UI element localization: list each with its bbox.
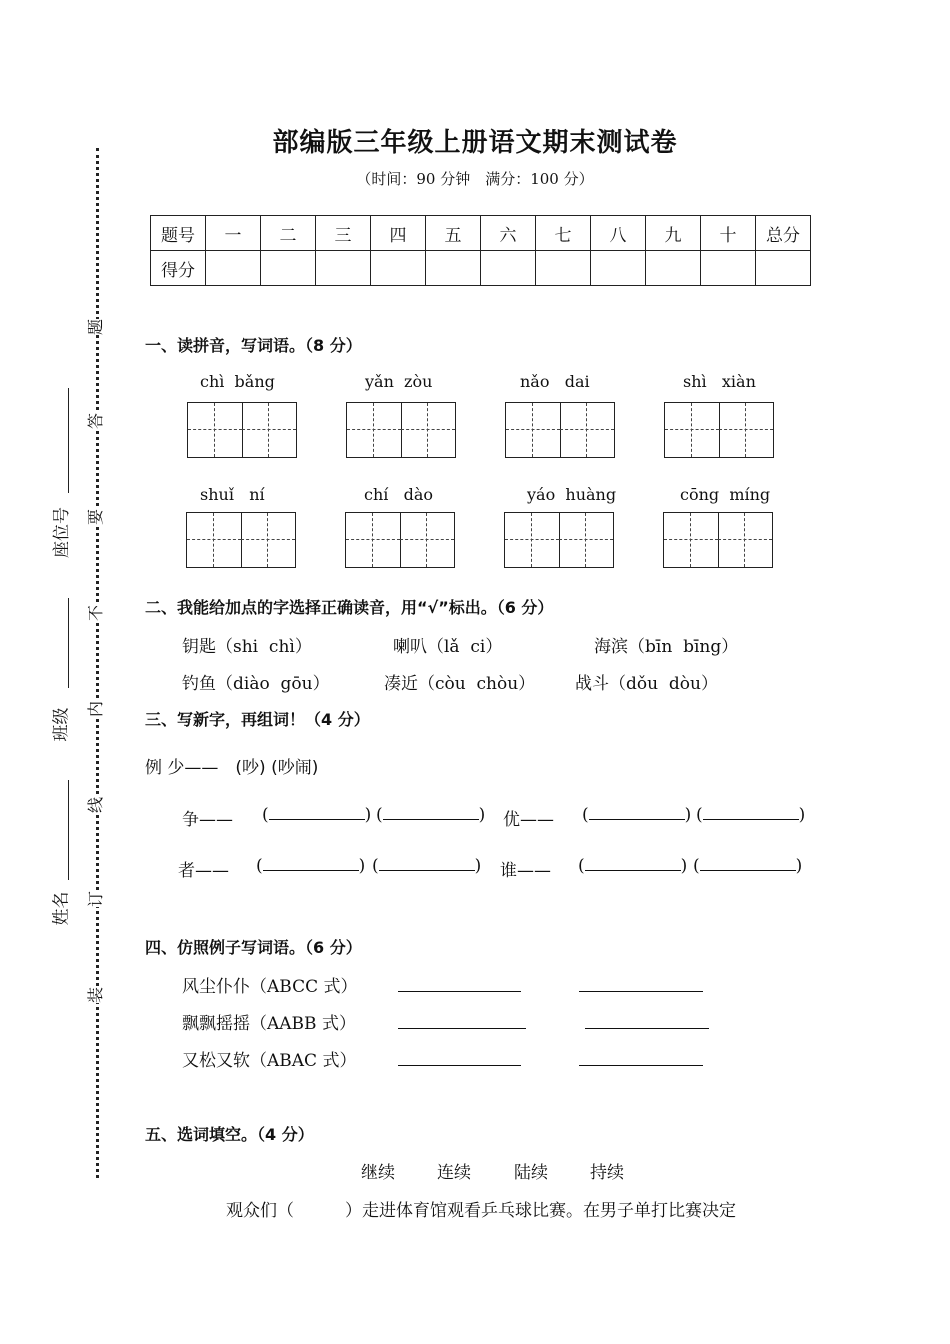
section-1-heading: 一、读拼音，写词语。（8 分） bbox=[145, 336, 362, 355]
paren-blank[interactable]: ( ) bbox=[696, 805, 806, 825]
score-table-header-row bbox=[151, 216, 811, 251]
paren-blank[interactable]: ( ) bbox=[256, 856, 366, 876]
binding-char: 题 bbox=[86, 318, 106, 336]
score-cell: 四 bbox=[371, 216, 426, 251]
score-input-cell[interactable] bbox=[646, 251, 701, 286]
word-choice: 陆续 bbox=[514, 1163, 548, 1183]
writing-grid[interactable] bbox=[187, 402, 297, 458]
paren-blank[interactable]: ( ) bbox=[262, 805, 372, 825]
class-line bbox=[68, 598, 69, 688]
new-char-label: 争—— bbox=[182, 810, 233, 830]
score-cell: 一 bbox=[206, 216, 261, 251]
binding-dotted-line bbox=[96, 148, 99, 1178]
answer-blank[interactable] bbox=[585, 1027, 709, 1029]
fill-sentence[interactable]: 观众们（ ）走进体育馆观看乒乓球比赛。在男子单打比赛决定 bbox=[226, 1201, 736, 1221]
word-choice: 继续 bbox=[361, 1163, 395, 1183]
binding-char: 不 bbox=[86, 604, 106, 622]
name-line bbox=[68, 780, 69, 880]
word-choice: 持续 bbox=[590, 1163, 624, 1183]
answer-blank[interactable] bbox=[398, 990, 521, 992]
score-input-cell[interactable] bbox=[756, 251, 811, 286]
writing-grid[interactable] bbox=[346, 402, 456, 458]
score-input-cell[interactable] bbox=[701, 251, 756, 286]
answer-blank[interactable] bbox=[398, 1064, 521, 1066]
pronunciation-item[interactable]: 喇叭（lǎ ci） bbox=[393, 637, 503, 657]
score-cell: 总分 bbox=[756, 216, 811, 251]
binding-char: 线 bbox=[86, 796, 106, 814]
writing-grid[interactable] bbox=[186, 512, 296, 568]
writing-grid[interactable] bbox=[345, 512, 455, 568]
pronunciation-item[interactable]: 钥匙（shi chì） bbox=[182, 637, 312, 657]
pinyin-label: chì bǎng bbox=[200, 372, 275, 391]
new-char-label: 谁—— bbox=[500, 861, 551, 881]
pronunciation-item[interactable]: 海滨（bīn bīng） bbox=[594, 637, 739, 657]
new-char-label: 优—— bbox=[503, 810, 554, 830]
score-cell: 八 bbox=[591, 216, 646, 251]
writing-grid[interactable] bbox=[505, 402, 615, 458]
binding-char: 订 bbox=[86, 890, 106, 908]
pinyin-label: nǎo dai bbox=[520, 372, 590, 391]
binding-char: 内 bbox=[86, 700, 106, 718]
section-4-heading: 四、仿照例子写词语。（6 分） bbox=[145, 938, 362, 957]
pronunciation-item[interactable]: 战斗（dǒu dòu） bbox=[575, 674, 718, 694]
score-input-cell[interactable] bbox=[536, 251, 591, 286]
seat-number-label: 座位号 bbox=[52, 507, 72, 558]
score-cell: 七 bbox=[536, 216, 591, 251]
score-cell: 题号 bbox=[151, 216, 206, 251]
score-row-label: 得分 bbox=[151, 251, 206, 286]
new-char-label: 者—— bbox=[178, 861, 229, 881]
score-input-cell[interactable] bbox=[481, 251, 536, 286]
binding-char: 要 bbox=[86, 508, 106, 526]
binding-char: 装 bbox=[86, 986, 106, 1004]
writing-grid[interactable] bbox=[664, 402, 774, 458]
pronunciation-item[interactable]: 凑近（còu chòu） bbox=[384, 674, 536, 694]
score-cell: 三 bbox=[316, 216, 371, 251]
score-cell: 二 bbox=[261, 216, 316, 251]
score-cell: 五 bbox=[426, 216, 481, 251]
score-input-cell[interactable] bbox=[206, 251, 261, 286]
score-input-cell[interactable] bbox=[426, 251, 481, 286]
paren-blank[interactable]: ( ) bbox=[582, 805, 692, 825]
score-input-cell[interactable] bbox=[591, 251, 646, 286]
score-input-cell[interactable] bbox=[371, 251, 426, 286]
pinyin-label: chí dào bbox=[364, 485, 434, 504]
page-title: 部编版三年级上册语文期末测试卷 bbox=[272, 128, 678, 158]
answer-blank[interactable] bbox=[579, 1064, 703, 1066]
paren-blank[interactable]: ( ) bbox=[376, 805, 486, 825]
pronunciation-item[interactable]: 钓鱼（diào gōu） bbox=[182, 674, 330, 694]
writing-grid[interactable] bbox=[504, 512, 614, 568]
word-pattern-item: 飘飘摇摇（AABB 式） bbox=[182, 1014, 356, 1034]
paren-blank[interactable]: ( ) bbox=[372, 856, 482, 876]
pinyin-label: yǎn zòu bbox=[365, 372, 433, 391]
section-2-heading: 二、我能给加点的字选择正确读音，用“√”标出。（6 分） bbox=[145, 598, 554, 617]
pinyin-label: shuǐ ní bbox=[200, 485, 265, 504]
word-pattern-item: 又松又软（ABAC 式） bbox=[182, 1051, 357, 1071]
page-subtitle: （时间：90 分钟 满分：100 分） bbox=[356, 170, 594, 188]
example-line: 例 少—— (吵) (吵闹) bbox=[145, 758, 319, 778]
class-label: 班级 bbox=[51, 707, 72, 742]
paren-blank[interactable]: ( ) bbox=[578, 856, 688, 876]
word-pattern-item: 风尘仆仆（ABCC 式） bbox=[182, 977, 358, 997]
score-cell: 九 bbox=[646, 216, 701, 251]
score-table bbox=[150, 215, 811, 286]
score-input-cell[interactable] bbox=[316, 251, 371, 286]
score-cell: 六 bbox=[481, 216, 536, 251]
seat-number-line bbox=[68, 388, 69, 493]
pinyin-label: shì xiàn bbox=[683, 372, 756, 391]
score-cell: 十 bbox=[701, 216, 756, 251]
pinyin-label: cōng míng bbox=[680, 485, 771, 504]
score-input-cell[interactable] bbox=[261, 251, 316, 286]
writing-grid[interactable] bbox=[663, 512, 773, 568]
name-label: 姓名 bbox=[51, 891, 72, 926]
answer-blank[interactable] bbox=[398, 1027, 526, 1029]
score-table-score-row bbox=[151, 251, 811, 286]
binding-char: 答 bbox=[86, 412, 106, 430]
paren-blank[interactable]: ( ) bbox=[693, 856, 803, 876]
pinyin-label: yáo huàng bbox=[527, 485, 617, 504]
answer-blank[interactable] bbox=[579, 990, 703, 992]
section-5-heading: 五、选词填空。（4 分） bbox=[145, 1125, 314, 1144]
section-3-heading: 三、写新字，再组词！（4 分） bbox=[145, 710, 370, 729]
word-choice: 连续 bbox=[437, 1163, 471, 1183]
